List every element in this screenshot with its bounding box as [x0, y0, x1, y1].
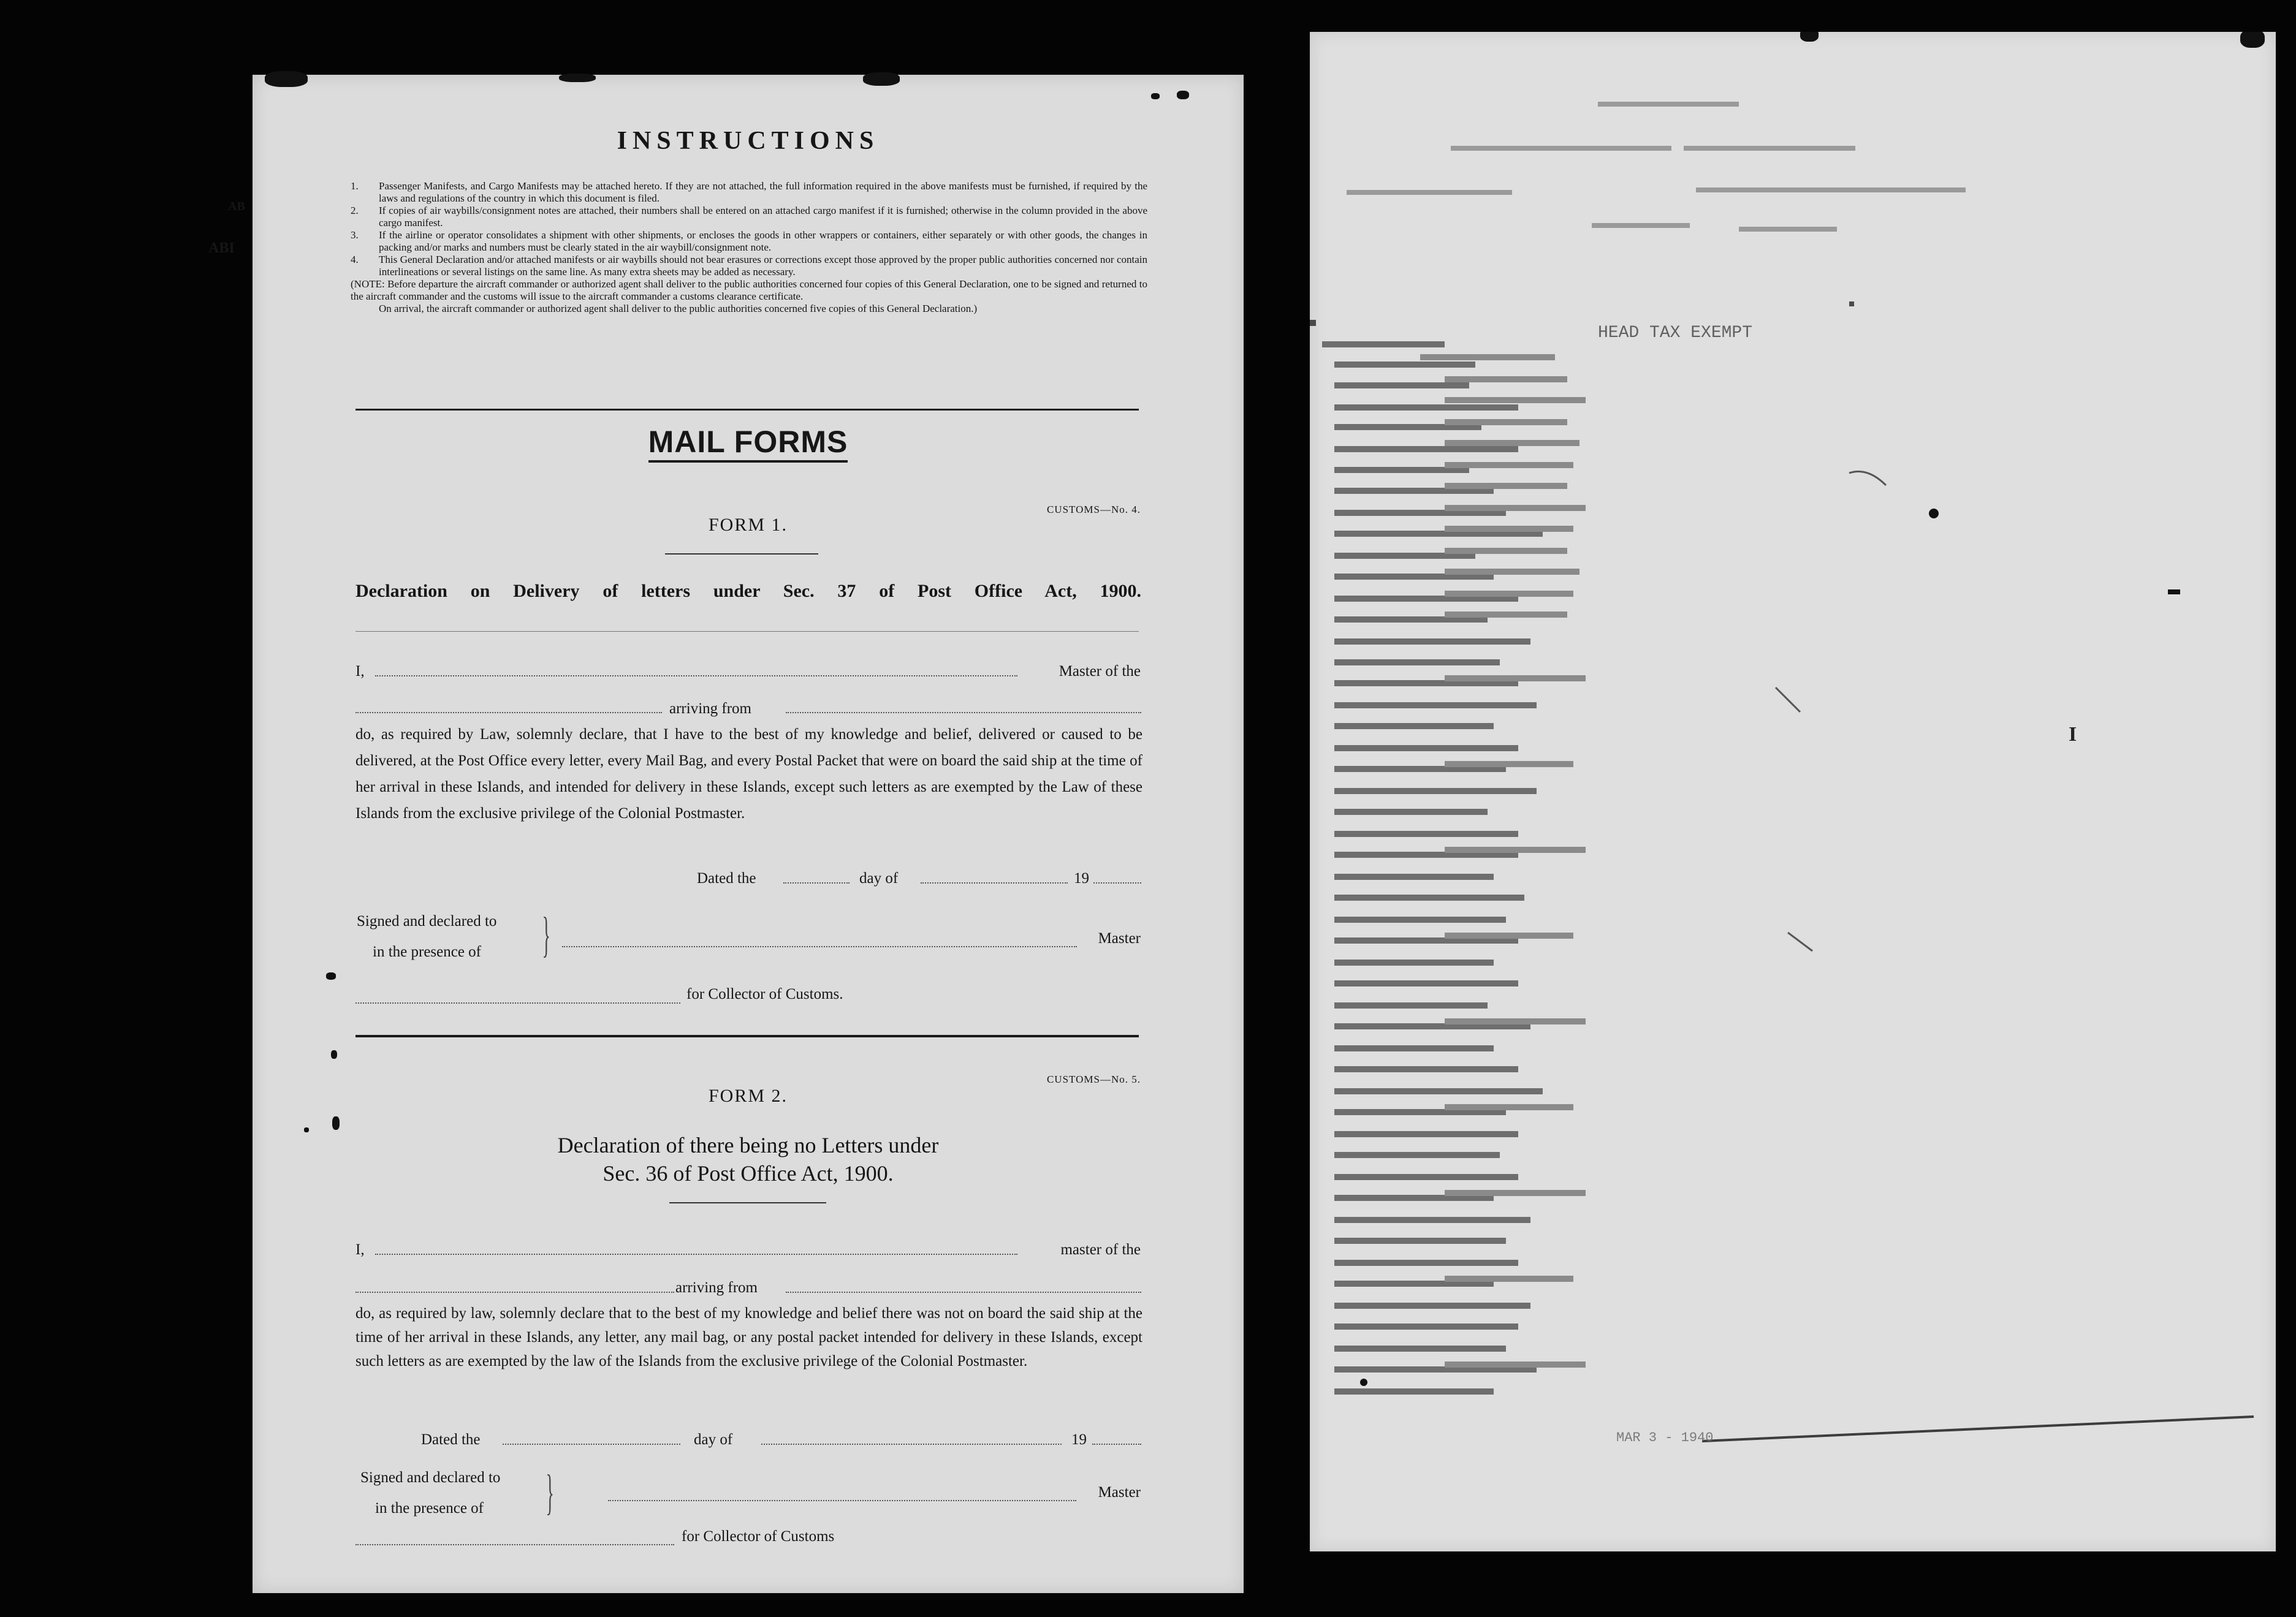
- form2-name-field[interactable]: [375, 1254, 1017, 1255]
- faded-line: [1445, 419, 1567, 425]
- form1-customs-number: CUSTOMS—No. 4.: [1046, 504, 1141, 515]
- form1-master-label: Master: [1098, 930, 1141, 947]
- faded-line: [1334, 788, 1537, 794]
- form2-master-label: Master: [1098, 1484, 1141, 1501]
- faded-line: [1445, 612, 1567, 618]
- head-tax-stamp: HEAD TAX EXEMPT: [1598, 324, 1753, 343]
- faded-line: [1322, 341, 1445, 347]
- form2-collector-label: for Collector of Customs: [682, 1528, 835, 1545]
- form2-signed-declared: Signed and declared to: [360, 1469, 501, 1486]
- faded-line: [1592, 223, 1690, 228]
- faded-line: [1739, 227, 1837, 232]
- faded-line: [1334, 809, 1488, 815]
- form1-collector-label: for Collector of Customs.: [686, 986, 843, 1002]
- form1-name-field[interactable]: [375, 675, 1017, 676]
- form1-body-text: do, as required by Law, solemnly declare, that I have to the best of my knowledge and belief, delivered or caused to be delivered, at the Post Office every letter, every Mail Bag, and every Postal Packet that were on board the said ship at the time of her arrival in these Islands, and intended for delivery in these Islands, except such letters as are exempted by the Law of these Islands from the exclusive privilege of the Colonial Postmaster.: [355, 726, 1142, 822]
- form2-declaration-line1: Declaration of there being no Letters under: [557, 1133, 939, 1157]
- form1-year-prefix: 19: [1074, 870, 1089, 887]
- form1-date-month-field[interactable]: [921, 882, 1068, 884]
- faded-line: [1334, 638, 1530, 645]
- form2-day-of: day of: [694, 1431, 733, 1448]
- faded-line: [1334, 362, 1475, 368]
- form2-heading: FORM 2.: [708, 1086, 788, 1106]
- faded-line: [1334, 1346, 1506, 1352]
- instruction-note-arrival: On arrival, the aircraft commander or authorized agent shall deliver to the public authorities concerned five copies of this General Declaration.): [379, 303, 978, 314]
- faded-line: [1334, 659, 1500, 665]
- ink-dot: [1360, 1379, 1367, 1386]
- instructions-list: [351, 180, 1147, 315]
- faded-line: [1684, 146, 1855, 151]
- faded-line: [1334, 1303, 1530, 1309]
- faded-line: [1334, 895, 1524, 901]
- faded-line: [1445, 591, 1573, 597]
- ink-speck: [1849, 301, 1854, 306]
- form2-ship-field[interactable]: [355, 1292, 674, 1293]
- faded-line: [1334, 1260, 1518, 1266]
- faded-line: [1445, 569, 1579, 575]
- form1-in-presence: in the presence of: [373, 944, 482, 960]
- form1-i-label: I,: [355, 663, 365, 680]
- form2-heading-rule: [669, 1202, 826, 1203]
- faded-line: [1445, 440, 1579, 446]
- faded-line: [1334, 917, 1506, 923]
- faded-line: [1445, 397, 1586, 403]
- faded-line: [1334, 1088, 1543, 1094]
- faded-line: [1445, 462, 1573, 468]
- faded-line: [1445, 761, 1573, 767]
- section-divider: [355, 409, 1139, 411]
- faded-line: [1598, 102, 1739, 107]
- form1-dated-the: Dated the: [697, 870, 756, 887]
- form1-heading-rule: [665, 553, 818, 555]
- faded-manifest-page: [1310, 32, 2276, 1551]
- form1-master-signature-field[interactable]: [562, 946, 1077, 947]
- faded-line: [1334, 874, 1494, 880]
- torn-edge-mark: [559, 74, 596, 82]
- form1-declaration-title: Declaration on Delivery of letters under Sec. 37 of Post Office Act, 1900.: [355, 581, 1141, 601]
- form2-collector-field[interactable]: [355, 1544, 674, 1545]
- form1-signed-declared: Signed and declared to: [357, 913, 497, 930]
- form2-date-month-field[interactable]: [761, 1444, 1062, 1445]
- faded-line: [1445, 933, 1573, 939]
- form1-divider: [355, 631, 1139, 632]
- form2-year-field[interactable]: [1092, 1444, 1141, 1445]
- customs-declaration-page: [208, 75, 1244, 1593]
- form1-origin-field[interactable]: [786, 712, 1141, 713]
- faded-line: [1445, 1104, 1573, 1110]
- form1-collector-field[interactable]: [355, 1002, 680, 1004]
- pencil-mark: [1776, 687, 1800, 712]
- ink-speck: [332, 1116, 340, 1130]
- margin-mark: ABI: [208, 240, 235, 256]
- faded-line: [1334, 382, 1469, 388]
- margin-mark: AB: [228, 200, 245, 213]
- torn-edge-mark: [265, 71, 308, 87]
- form2-master-signature-field[interactable]: [608, 1500, 1076, 1501]
- faded-line: [1445, 847, 1586, 853]
- faded-text-lines: [1310, 32, 2276, 1551]
- faded-line: [1334, 1217, 1530, 1223]
- date-stamp: MAR 3 - 1940: [1616, 1430, 1714, 1445]
- faded-line: [1334, 1131, 1518, 1137]
- faded-line: [1445, 376, 1567, 382]
- form-separator: [355, 1035, 1139, 1037]
- form1-master-of-the: Master of the: [1059, 663, 1141, 680]
- form1-day-of: day of: [859, 870, 899, 887]
- faded-line: [1445, 548, 1567, 554]
- instruction-item: 3. If the airline or operator consolidates a shipment with other shipments, or encloses the goods in other wrappers or containers, either separately or with other goods, the changes in packing and/or marks and numbers must be clearly stated in the air waybill/consignment note.: [351, 229, 1147, 253]
- form1-arriving-from: arriving from: [669, 700, 751, 717]
- form1-brace: }: [542, 908, 550, 962]
- speck-mark: [1151, 93, 1160, 99]
- faded-line: [1451, 146, 1671, 151]
- form2-declaration-title: [253, 1131, 1244, 1187]
- faded-line: [1334, 831, 1518, 837]
- faded-line: [1334, 1152, 1500, 1158]
- form2-in-presence: in the presence of: [375, 1500, 484, 1517]
- instructions-title: INSTRUCTIONS: [617, 127, 880, 155]
- form2-i-label: I,: [355, 1241, 365, 1258]
- faded-line: [1334, 702, 1537, 708]
- ink-speck: [326, 972, 336, 980]
- speck-mark: [1177, 91, 1189, 99]
- faded-line: [1819, 187, 1966, 192]
- handwritten-line: [1702, 1417, 2254, 1441]
- form2-origin-field[interactable]: [786, 1292, 1141, 1293]
- faded-line: [1445, 505, 1586, 511]
- form1-date-day-field[interactable]: [783, 882, 850, 884]
- form2-arriving-from: arriving from: [675, 1279, 758, 1296]
- form2-brace: }: [545, 1466, 554, 1520]
- faded-line: [1334, 1388, 1494, 1395]
- faded-line: [1445, 526, 1573, 532]
- faded-line: [1334, 404, 1518, 411]
- form2-declaration-line2: Sec. 36 of Post Office Act, 1900.: [603, 1161, 894, 1186]
- form1-ship-field[interactable]: [355, 712, 662, 713]
- ink-speck: [331, 1050, 337, 1059]
- faded-line: [1334, 1174, 1518, 1180]
- ink-speck: [304, 1127, 309, 1132]
- faded-line: [1334, 1066, 1518, 1072]
- mail-forms-title: MAIL FORMS: [253, 424, 1244, 460]
- instruction-item: 2. If copies of air waybills/consignment notes are attached, their numbers shall be entered on an attached cargo manifest if it is furnished; otherwise in the column provided in the above cargo manifest.: [351, 205, 1147, 229]
- instruction-item: 1. Passenger Manifests, and Cargo Manifests may be attached hereto. If they are not attached, the full information required in the above manifests must be furnished, if required by the laws and regulations of the country in which this document is filed.: [351, 180, 1147, 204]
- faded-typewriter-text: [1310, 32, 2276, 1551]
- form1-year-field[interactable]: [1093, 882, 1141, 884]
- ink-mark: [2168, 589, 2180, 594]
- form2-master-of-the: master of the: [1060, 1241, 1141, 1258]
- form2-body-text: do, as required by law, solemnly declare that to the best of my knowledge and belief there was not on board the said ship at the time of her arrival in these Islands, any letter, any mail bag, or any postal packet intended for delivery in these Islands, except such letters as are exempted by the law of the Islands from the exclusive privilege of the Colonial Postmaster.: [355, 1305, 1142, 1369]
- instruction-item: 4. This General Declaration and/or attached manifests or air waybills should not bear erasures or corrections except those approved by the proper public authorities concerned nor contain interlineations or several listings on the same line. As many extra sheets may be added as necessary.: [351, 254, 1147, 278]
- faded-line: [1445, 1361, 1586, 1368]
- instruction-note: (NOTE: Before departure the aircraft commander or authorized agent shall deliver to the public authorities concerned four copies of this General Declaration, one to be signed and returned to the aircraft commander and the customs will issue to the aircraft commander a customs clearance certificate.: [351, 278, 1147, 302]
- form2-year-prefix: 19: [1071, 1431, 1087, 1448]
- form2-dated-the: Dated the: [421, 1431, 481, 1448]
- faded-line: [1334, 723, 1494, 729]
- form2-customs-number: CUSTOMS—No. 5.: [1046, 1074, 1141, 1085]
- form1-heading: FORM 1.: [708, 515, 788, 535]
- torn-edge-mark: [863, 72, 900, 86]
- faded-line: [1420, 354, 1555, 360]
- faded-line: [1445, 1018, 1586, 1024]
- faded-line: [1334, 1324, 1518, 1330]
- faded-line: [1334, 1238, 1506, 1244]
- pencil-mark: [1788, 933, 1812, 951]
- form2-date-day-field[interactable]: [503, 1444, 680, 1445]
- faded-line: [1334, 980, 1518, 986]
- faded-line: [1334, 1002, 1488, 1009]
- faded-line: [1445, 483, 1567, 489]
- roman-numeral-mark: I: [2069, 723, 2077, 746]
- faded-line: [1445, 1190, 1586, 1196]
- faded-line: [1334, 1045, 1494, 1051]
- ink-speck: [1310, 320, 1316, 326]
- ink-dot: [1929, 509, 1939, 518]
- faded-line: [1445, 675, 1586, 681]
- pencil-mark: [1849, 472, 1886, 486]
- faded-line: [1334, 745, 1518, 751]
- faded-line: [1696, 187, 1831, 192]
- faded-line: [1445, 1276, 1573, 1282]
- faded-line: [1334, 960, 1494, 966]
- faded-line: [1334, 446, 1518, 452]
- faded-line: [1347, 190, 1512, 195]
